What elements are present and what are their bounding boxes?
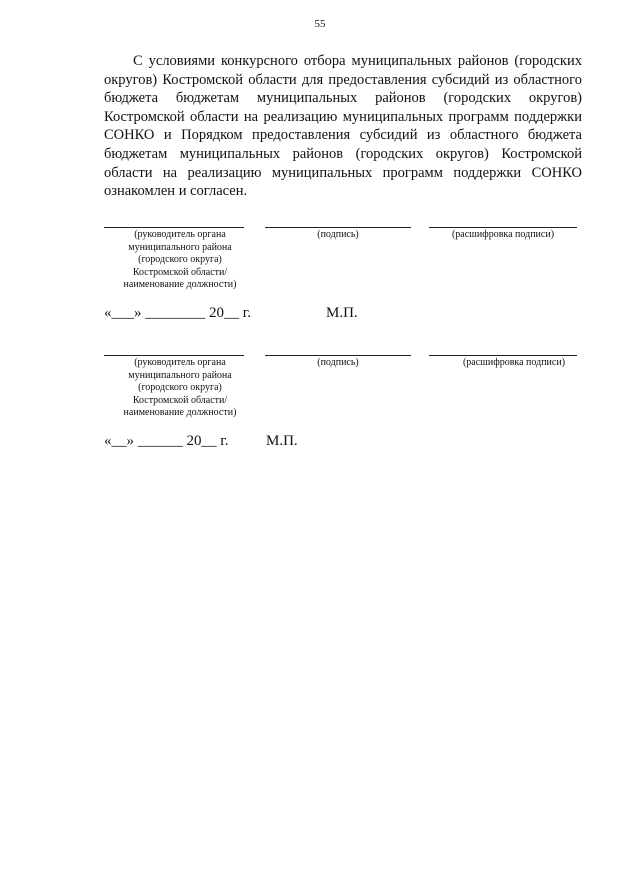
signature-caption: (подпись) (317, 357, 359, 368)
agreement-paragraph (104, 52, 582, 201)
decoding-line (429, 227, 577, 228)
date-line: «__» ______ 20__ г. (104, 433, 229, 449)
head-caption: (руководитель органа муниципального района (городского округа) Костромской области/ наименование должности) (123, 229, 237, 291)
date-line: «___» ________ 20__ г. (104, 305, 251, 321)
signature-line (265, 355, 411, 356)
head-caption: (руководитель органа муниципального района (городского округа) Костромской области/ наименование должности) (123, 357, 237, 419)
decoding-caption: (расшифровка подписи) (462, 357, 566, 368)
page-number: 55 (314, 18, 326, 30)
agreement-text: С условиями конкурсного отбора муниципальных районов (городских округов) Костромской области для предоставления субсидий из областного бюджета бюджетам муниципальных районов (городских округов) Костромской области на реализацию муниципальных программ поддержки СОНКО и Порядком предоставления субсидий из областного бюджета бюджетам муниципальных районов (городских округов) Костромской области на реализацию муниципальных программ поддержки СОНКО ознакомлен и согласен. (104, 53, 582, 200)
head-signature-line (104, 355, 244, 356)
stamp-placeholder: М.П. (266, 433, 298, 449)
decoding-caption: (расшифровка подписи) (451, 229, 555, 240)
head-signature-line (104, 227, 244, 228)
signature-caption: (подпись) (317, 229, 359, 240)
stamp-placeholder: М.П. (326, 305, 358, 321)
signature-line (265, 227, 411, 228)
decoding-line (429, 355, 577, 356)
